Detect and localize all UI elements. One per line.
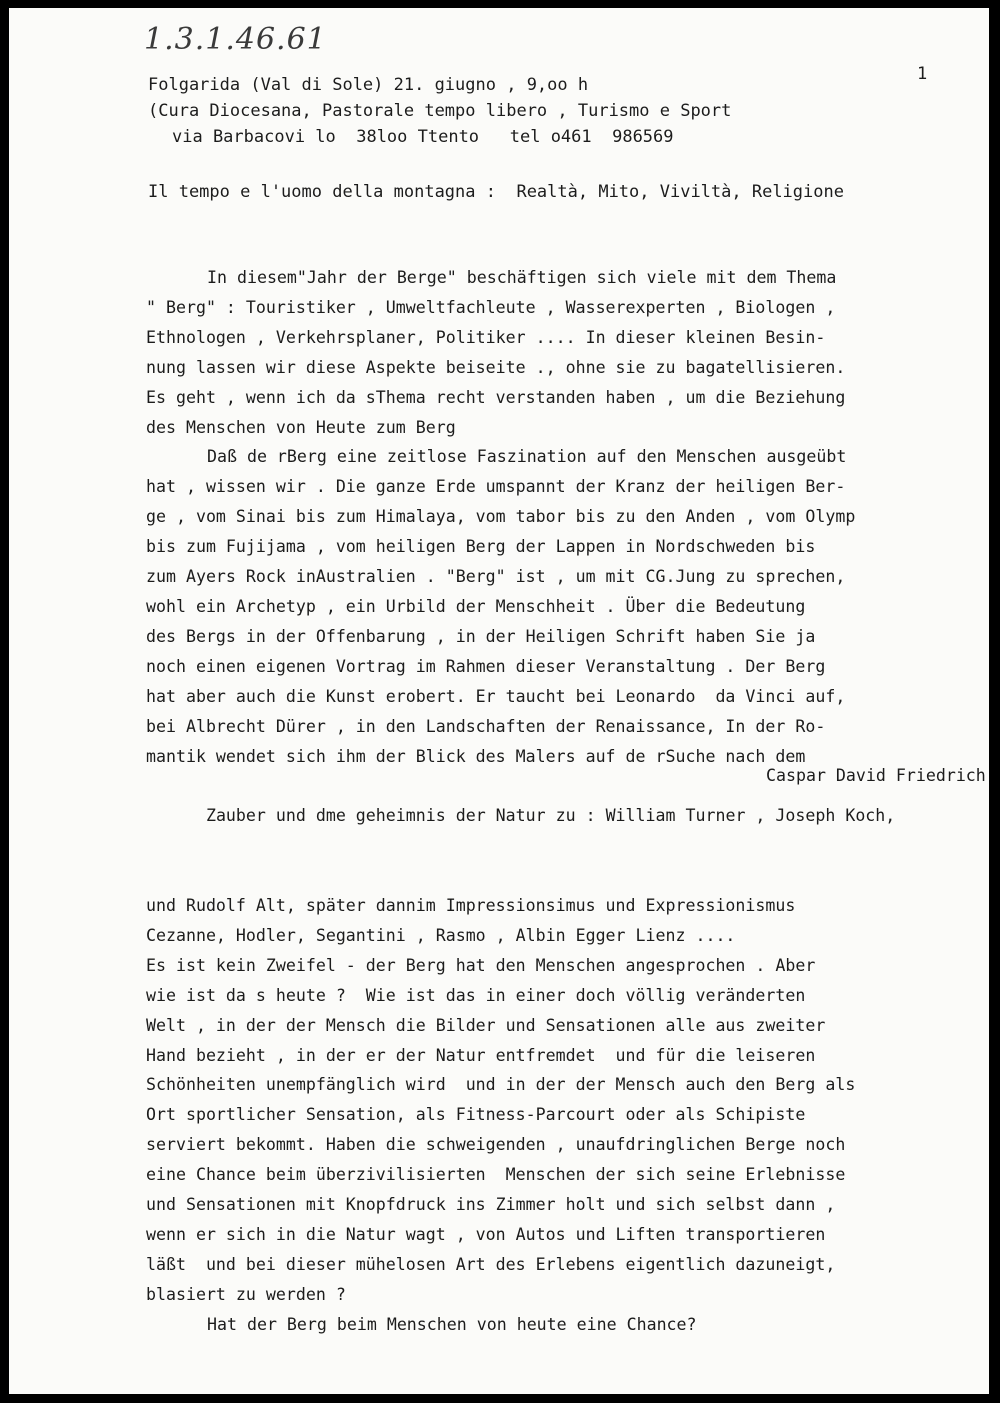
body-line: läßt und bei dieser mühelosen Art des Erlebens eigentlich dazuneigt,	[146, 1254, 836, 1274]
header-place-date: Folgarida (Val di Sole) 21. giugno , 9,oo h	[148, 75, 589, 95]
header-address: via Barbacovi lo 38loo Ttento tel o461 986569	[172, 127, 674, 147]
body-line: ge , vom Sinai bis zum Himalaya, vom tabor bis zu den Anden , vom Olymp	[146, 507, 856, 527]
body-line-with-insertion	[146, 766, 986, 891]
body-line: wie ist da s heute ? Wie ist das in einer doch völlig veränderten	[146, 985, 806, 1005]
body-line: " Berg" : Touristiker , Umweltfachleute , Wasserexperten , Biologen ,	[146, 297, 836, 317]
body-line: Daß de rBerg eine zeitlose Faszination auf den Menschen ausgeübt	[207, 447, 847, 467]
body-line: Ethnologen , Verkehrsplaner, Politiker .... In dieser kleinen Besin-	[146, 327, 826, 347]
document-title: Il tempo e l'uomo della montagna : Realtà, Mito, Viviltà, Religione	[148, 182, 844, 202]
body-line: und Sensationen mit Knopfdruck ins Zimmer holt und sich selbst dann ,	[146, 1195, 836, 1215]
body-line: Es geht , wenn ich da sThema recht verstanden haben , um die Beziehung	[146, 387, 846, 407]
body-line: In diesem"Jahr der Berge" beschäftigen sich viele mit dem Thema	[207, 268, 837, 287]
body-line-text: Zauber und dme geheimnis der Natur zu : William Turner , Joseph Koch,	[205, 806, 896, 826]
body-line: hat , wissen wir . Die ganze Erde umspannt der Kranz der heiligen Ber-	[146, 477, 846, 497]
body-line: und Rudolf Alt, später dannim Impressionsimus und Expressionismus	[146, 896, 796, 916]
body-line: blasiert zu werden ?	[146, 1284, 346, 1304]
body-line: zum Ayers Rock inAustralien . "Berg" ist , um mit CG.Jung zu sprechen,	[146, 567, 846, 587]
body-line: Schönheiten unempfänglich wird und in der der Mensch auch den Berg als	[146, 1075, 856, 1095]
body-line: hat aber auch die Kunst erobert. Er taucht bei Leonardo da Vinci auf,	[146, 686, 846, 706]
header-organization: (Cura Diocesana, Pastorale tempo libero , Turismo e Sport	[148, 101, 732, 121]
body-line: bis zum Fujijama , vom heiligen Berg der Lappen in Nordschweden bis	[146, 537, 816, 557]
body-line: wenn er sich in die Natur wagt , von Autos und Liften transportieren	[146, 1225, 826, 1244]
body-line: Hand bezieht , in der er der Natur entfremdet und für die leiseren	[146, 1045, 816, 1065]
body-line: bei Albrecht Dürer , in den Landschaften der Renaissance, In der Ro-	[146, 716, 826, 736]
document-body	[146, 263, 986, 1340]
body-line-closing-question: Hat der Berg beim Menschen von heute eine Chance?	[207, 1314, 697, 1334]
archive-reference-handwritten: 1.3.1.46.61	[144, 22, 327, 57]
body-line: noch einen eigenen Vortrag im Rahmen dieser Veranstaltung . Der Berg	[146, 656, 826, 676]
page-number: 1	[917, 64, 928, 84]
body-line: wohl ein Archetyp , ein Urbild der Menschheit . Über die Bedeutung	[146, 596, 806, 616]
interlinear-insertion: Caspar David Friedrich	[766, 766, 986, 786]
body-line: Welt , in der der Mensch die Bilder und Sensationen alle aus zweiter	[146, 1015, 826, 1035]
body-line: serviert bekommt. Haben die schweigenden , unaufdringlichen Berge noch	[146, 1135, 846, 1155]
body-line: Es ist kein Zweifel - der Berg hat den Menschen angesprochen . Aber	[146, 955, 816, 975]
document-page	[9, 8, 989, 1394]
body-line: mantik wendet sich ihm der Blick des Malers auf de rSuche nach dem	[146, 746, 806, 766]
body-line: Ort sportlicher Sensation, als Fitness-Parcourt oder als Schipiste	[146, 1105, 806, 1125]
document-header	[148, 72, 948, 150]
body-line: Cezanne, Hodler, Segantini , Rasmo , Albin Egger Lienz ....	[146, 925, 736, 945]
body-line: des Bergs in der Offenbarung , in der Heiligen Schrift haben Sie ja	[146, 626, 816, 646]
body-line: nung lassen wir diese Aspekte beiseite ., ohne sie zu bagatellisieren.	[146, 357, 846, 377]
body-line: eine Chance beim überzivilisierten Menschen der sich seine Erlebnisse	[146, 1165, 846, 1185]
body-line: des Menschen von Heute zum Berg	[146, 417, 456, 437]
